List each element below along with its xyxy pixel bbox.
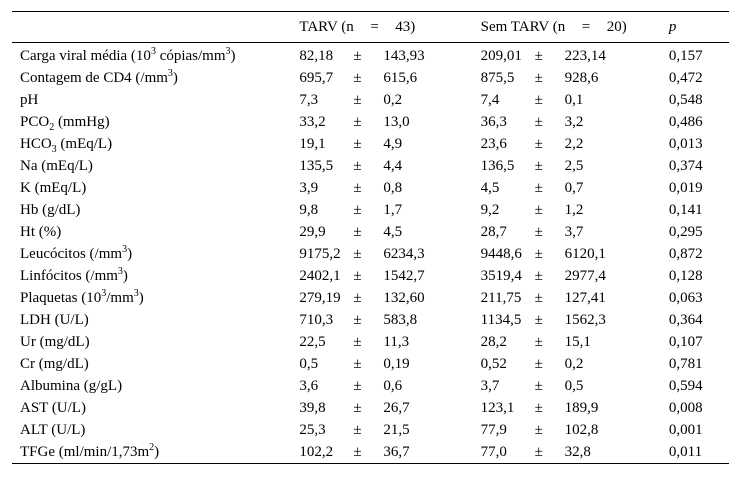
plus-minus-sign: ± <box>353 400 362 416</box>
variable-sup2: 3 <box>133 288 139 299</box>
variable-pre: HCO <box>20 136 52 152</box>
sem-mean: 211,75 <box>480 290 522 306</box>
tarv-sd: 11,3 <box>383 334 410 350</box>
plus-minus-sign: ± <box>353 114 362 130</box>
table-row <box>12 199 729 221</box>
tarv-mean: 25,3 <box>299 422 326 438</box>
variable-sub: 2 <box>49 122 55 133</box>
cell-sem <box>481 43 669 68</box>
cell-variable <box>12 111 299 133</box>
cell-sem <box>481 397 669 419</box>
cell-variable <box>12 441 299 464</box>
plus-minus-sign: ± <box>534 444 543 460</box>
variable-pre: Albumina (g/gL) <box>20 378 123 394</box>
comparison-table <box>12 11 729 464</box>
header-sem-label: Sem TARV (n <box>480 19 566 35</box>
cell-p-value: 0,594 <box>668 378 703 394</box>
cell-p-value: 0,548 <box>668 92 703 108</box>
tarv-sd: 132,60 <box>383 290 425 306</box>
plus-minus-sign: ± <box>353 444 362 460</box>
variable-sup: 2 <box>149 442 155 453</box>
cell-tarv <box>299 375 480 397</box>
sem-mean: 123,1 <box>480 400 515 416</box>
table-row <box>12 221 729 243</box>
cell-p-value: 0,472 <box>668 70 703 86</box>
cell-p-value: 0,781 <box>668 356 703 372</box>
header-p-value: p <box>668 19 677 35</box>
plus-minus-sign: ± <box>534 136 543 152</box>
cell-tarv <box>299 155 480 177</box>
variable-pre: Na (mEq/L) <box>20 158 93 174</box>
plus-minus-sign: ± <box>534 92 543 108</box>
variable-post: ) <box>138 290 144 306</box>
sem-sd: 6120,1 <box>564 246 606 262</box>
tarv-sd: 1,7 <box>383 202 403 218</box>
table-row <box>12 177 729 199</box>
sem-sd: 15,1 <box>564 334 591 350</box>
plus-minus-sign: ± <box>534 224 543 240</box>
variable-mid: /mm <box>106 290 134 306</box>
cell-tarv <box>299 67 480 89</box>
cell-p-value: 0,872 <box>668 246 703 262</box>
cell-p-value: 0,008 <box>668 400 703 416</box>
cell-sem <box>481 67 669 89</box>
variable-pre: Ht (%) <box>20 224 62 240</box>
variable-sup: 3 <box>122 244 128 255</box>
sem-mean: 136,5 <box>480 158 515 174</box>
table-header-row <box>12 12 729 43</box>
tarv-sd: 0,6 <box>383 378 403 394</box>
cell-p-value: 0,295 <box>668 224 703 240</box>
tarv-mean: 33,2 <box>299 114 326 130</box>
cell-p-value: 0,019 <box>668 180 703 196</box>
variable-pre: AST (U/L) <box>20 400 86 416</box>
plus-minus-sign: ± <box>353 268 362 284</box>
header-tarv-n: 43) <box>395 19 416 35</box>
sem-sd: 102,8 <box>564 422 599 438</box>
sem-sd: 2,5 <box>564 158 584 174</box>
table-row <box>12 265 729 287</box>
table-row <box>12 331 729 353</box>
sem-sd: 32,8 <box>564 444 591 460</box>
cell-variable <box>12 67 299 89</box>
table-row <box>12 397 729 419</box>
cell-variable <box>12 133 299 155</box>
cell-tarv <box>299 89 480 111</box>
variable-pre: Leucócitos (/mm <box>20 246 123 262</box>
cell-sem <box>481 353 669 375</box>
tarv-mean: 695,7 <box>299 70 334 86</box>
cell-sem <box>481 199 669 221</box>
sem-sd: 3,2 <box>564 114 584 130</box>
cell-sem <box>481 243 669 265</box>
cell-variable <box>12 397 299 419</box>
sem-sd: 3,7 <box>564 224 584 240</box>
plus-minus-sign: ± <box>534 246 543 262</box>
plus-minus-sign: ± <box>534 312 543 328</box>
sem-mean: 875,5 <box>480 70 515 86</box>
sem-mean: 7,4 <box>480 92 500 108</box>
cell-tarv <box>299 177 480 199</box>
plus-minus-sign: ± <box>353 290 362 306</box>
cell-sem <box>481 287 669 309</box>
cell-sem <box>481 309 669 331</box>
sem-mean: 36,3 <box>480 114 507 130</box>
tarv-mean: 82,18 <box>299 48 334 64</box>
cell-sem <box>481 331 669 353</box>
cell-p-value: 0,063 <box>668 290 703 306</box>
tarv-mean: 9,8 <box>299 202 319 218</box>
sem-sd: 0,2 <box>564 356 584 372</box>
sem-mean: 28,7 <box>480 224 507 240</box>
tarv-mean: 39,8 <box>299 400 326 416</box>
cell-variable <box>12 309 299 331</box>
tarv-sd: 4,4 <box>383 158 403 174</box>
cell-tarv <box>299 441 480 464</box>
sem-mean: 1134,5 <box>480 312 522 328</box>
cell-p-value: 0,374 <box>668 158 703 174</box>
cell-tarv <box>299 419 480 441</box>
cell-sem <box>481 133 669 155</box>
cell-variable <box>12 89 299 111</box>
tarv-sd: 1542,7 <box>383 268 425 284</box>
cell-variable <box>12 353 299 375</box>
cell-p-value: 0,486 <box>668 114 703 130</box>
variable-sup: 3 <box>101 288 107 299</box>
header-tarv-label: TARV (n <box>299 19 354 35</box>
variable-sup: 3 <box>117 266 123 277</box>
sem-mean: 23,6 <box>480 136 507 152</box>
tarv-mean: 2402,1 <box>299 268 341 284</box>
tarv-mean: 0,5 <box>299 356 319 372</box>
variable-post: (mmHg) <box>54 114 110 130</box>
tarv-sd: 21,5 <box>383 422 410 438</box>
plus-minus-sign: ± <box>534 356 543 372</box>
cell-sem <box>481 419 669 441</box>
cell-p-value: 0,364 <box>668 312 703 328</box>
sem-sd: 127,41 <box>564 290 606 306</box>
tarv-mean: 22,5 <box>299 334 326 350</box>
tarv-mean: 9175,2 <box>299 246 341 262</box>
sem-sd: 2,2 <box>564 136 584 152</box>
variable-pre: TFGe (ml/min/1,73m <box>20 444 150 460</box>
sem-sd: 189,9 <box>564 400 599 416</box>
variable-pre: pH <box>20 92 39 108</box>
variable-post: (mEq/L) <box>56 136 113 152</box>
plus-minus-sign: ± <box>353 158 362 174</box>
variable-pre: Ur (mg/dL) <box>20 334 90 350</box>
cell-p-value: 0,128 <box>668 268 703 284</box>
plus-minus-sign: ± <box>534 158 543 174</box>
sem-sd: 1562,3 <box>564 312 606 328</box>
variable-sup: 3 <box>150 46 156 57</box>
sem-sd: 0,1 <box>564 92 584 108</box>
variable-post: ) <box>172 70 178 86</box>
cell-tarv <box>299 133 480 155</box>
cell-sem <box>481 155 669 177</box>
table-row <box>12 67 729 89</box>
tarv-sd: 6234,3 <box>383 246 425 262</box>
cell-p-value: 0,001 <box>668 422 703 438</box>
variable-pre: ALT (U/L) <box>20 422 86 438</box>
table-row <box>12 89 729 111</box>
cell-tarv <box>299 265 480 287</box>
header-sem-n: 20) <box>606 19 627 35</box>
cell-tarv <box>299 353 480 375</box>
tarv-mean: 7,3 <box>299 92 319 108</box>
tarv-sd: 0,19 <box>383 356 410 372</box>
cell-p-value: 0,013 <box>668 136 703 152</box>
cell-tarv <box>299 397 480 419</box>
variable-sup: 3 <box>167 68 173 79</box>
cell-variable <box>12 155 299 177</box>
cell-tarv <box>299 287 480 309</box>
plus-minus-sign: ± <box>534 268 543 284</box>
tarv-mean: 102,2 <box>299 444 334 460</box>
cell-tarv <box>299 243 480 265</box>
cell-tarv <box>299 221 480 243</box>
table-row <box>12 155 729 177</box>
cell-variable <box>12 375 299 397</box>
cell-sem <box>481 177 669 199</box>
variable-pre: Cr (mg/dL) <box>20 356 89 372</box>
sem-sd: 928,6 <box>564 70 599 86</box>
plus-minus-sign: ± <box>534 180 543 196</box>
table-row <box>12 111 729 133</box>
sem-sd: 0,5 <box>564 378 584 394</box>
variable-pre: LDH (U/L) <box>20 312 89 328</box>
cell-tarv <box>299 331 480 353</box>
tarv-sd: 4,5 <box>383 224 403 240</box>
sem-mean: 77,0 <box>480 444 507 460</box>
cell-variable <box>12 199 299 221</box>
cell-sem <box>481 441 669 464</box>
cell-sem <box>481 89 669 111</box>
cell-variable <box>12 419 299 441</box>
tarv-sd: 4,9 <box>383 136 403 152</box>
header-sem-tarv <box>481 12 669 43</box>
plus-minus-sign: ± <box>353 70 362 86</box>
sem-sd: 1,2 <box>564 202 584 218</box>
plus-minus-sign: ± <box>353 356 362 372</box>
header-sem-eq: = <box>581 19 591 35</box>
sem-mean: 3519,4 <box>480 268 522 284</box>
tarv-mean: 135,5 <box>299 158 334 174</box>
cell-sem <box>481 111 669 133</box>
header-tarv <box>299 12 480 43</box>
plus-minus-sign: ± <box>353 136 362 152</box>
plus-minus-sign: ± <box>353 48 362 64</box>
table-row <box>12 133 729 155</box>
tarv-mean: 3,9 <box>299 180 319 196</box>
cell-variable <box>12 331 299 353</box>
cell-variable <box>12 265 299 287</box>
tarv-mean: 19,1 <box>299 136 326 152</box>
plus-minus-sign: ± <box>353 312 362 328</box>
sem-mean: 209,01 <box>480 48 522 64</box>
variable-pre: Plaquetas (10 <box>20 290 102 306</box>
sem-mean: 28,2 <box>480 334 507 350</box>
tarv-mean: 29,9 <box>299 224 326 240</box>
cell-variable <box>12 243 299 265</box>
plus-minus-sign: ± <box>353 202 362 218</box>
plus-minus-sign: ± <box>353 92 362 108</box>
data-table-container <box>12 11 729 464</box>
table-row <box>12 43 729 68</box>
plus-minus-sign: ± <box>534 70 543 86</box>
tarv-mean: 3,6 <box>299 378 319 394</box>
variable-post: ) <box>122 268 128 284</box>
plus-minus-sign: ± <box>534 422 543 438</box>
plus-minus-sign: ± <box>353 246 362 262</box>
cell-tarv <box>299 43 480 68</box>
cell-tarv <box>299 199 480 221</box>
header-tarv-eq: = <box>370 19 379 35</box>
header-variable <box>12 12 299 43</box>
sem-mean: 9,2 <box>480 202 500 218</box>
tarv-sd: 0,8 <box>383 180 403 196</box>
plus-minus-sign: ± <box>534 114 543 130</box>
sem-sd: 223,14 <box>564 48 606 64</box>
plus-minus-sign: ± <box>534 202 543 218</box>
variable-pre: Contagem de CD4 (/mm <box>20 70 168 86</box>
cell-p-value: 0,157 <box>668 48 703 64</box>
cell-variable <box>12 287 299 309</box>
tarv-sd: 36,7 <box>383 444 410 460</box>
plus-minus-sign: ± <box>353 180 362 196</box>
plus-minus-sign: ± <box>534 334 543 350</box>
table-row <box>12 309 729 331</box>
variable-post: ) <box>230 48 236 64</box>
variable-pre: K (mEq/L) <box>20 180 87 196</box>
sem-mean: 3,7 <box>480 378 500 394</box>
tarv-mean: 279,19 <box>299 290 341 306</box>
variable-sub: 3 <box>51 144 57 155</box>
variable-pre: Hb (g/dL) <box>20 202 81 218</box>
cell-tarv <box>299 111 480 133</box>
tarv-sd: 615,6 <box>383 70 418 86</box>
sem-sd: 2977,4 <box>564 268 606 284</box>
table-row <box>12 353 729 375</box>
sem-mean: 77,9 <box>480 422 507 438</box>
table-row <box>12 375 729 397</box>
plus-minus-sign: ± <box>353 334 362 350</box>
plus-minus-sign: ± <box>534 290 543 306</box>
cell-sem <box>481 221 669 243</box>
sem-sd: 0,7 <box>564 180 584 196</box>
variable-post: ) <box>127 246 133 262</box>
cell-sem <box>481 375 669 397</box>
variable-pre: PCO <box>20 114 50 130</box>
tarv-mean: 710,3 <box>299 312 334 328</box>
plus-minus-sign: ± <box>353 378 362 394</box>
sem-mean: 9448,6 <box>480 246 522 262</box>
tarv-sd: 26,7 <box>383 400 410 416</box>
table-row <box>12 287 729 309</box>
variable-pre: Carga viral média (10 <box>20 48 151 64</box>
sem-mean: 0,52 <box>480 356 507 372</box>
tarv-sd: 143,93 <box>383 48 425 64</box>
cell-sem <box>481 265 669 287</box>
variable-sup2: 3 <box>225 46 231 57</box>
variable-mid: cópias/mm <box>155 48 226 64</box>
cell-tarv <box>299 309 480 331</box>
table-row <box>12 441 729 464</box>
tarv-sd: 0,2 <box>383 92 403 108</box>
tarv-sd: 13,0 <box>383 114 410 130</box>
cell-p-value: 0,107 <box>668 334 703 350</box>
plus-minus-sign: ± <box>353 224 362 240</box>
cell-p-value: 0,141 <box>668 202 703 218</box>
table-row <box>12 243 729 265</box>
cell-variable <box>12 43 299 68</box>
cell-variable <box>12 221 299 243</box>
cell-variable <box>12 177 299 199</box>
table-row <box>12 419 729 441</box>
plus-minus-sign: ± <box>534 48 543 64</box>
sem-mean: 4,5 <box>480 180 500 196</box>
table-body <box>12 43 729 464</box>
variable-pre: Linfócitos (/mm <box>20 268 118 284</box>
variable-post: ) <box>154 444 160 460</box>
plus-minus-sign: ± <box>353 422 362 438</box>
plus-minus-sign: ± <box>534 378 543 394</box>
plus-minus-sign: ± <box>534 400 543 416</box>
cell-p-value: 0,011 <box>668 444 703 460</box>
tarv-sd: 583,8 <box>383 312 418 328</box>
